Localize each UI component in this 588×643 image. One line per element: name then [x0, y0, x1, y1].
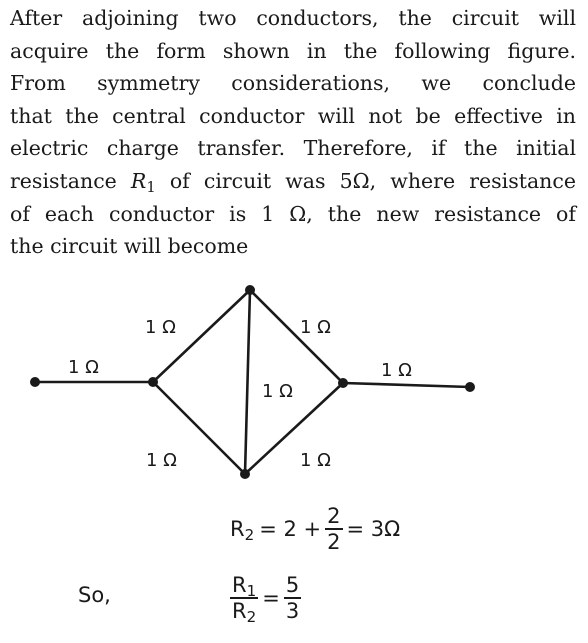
- node-bottom: [240, 469, 250, 479]
- eq2-lhs-fraction: [230, 572, 258, 627]
- paragraph-line-8: the circuit will become: [10, 234, 249, 259]
- label-bottom-left-edge: 1 Ω: [146, 450, 177, 471]
- label-top-left-edge: 1 Ω: [145, 317, 176, 338]
- paragraph-line-3: From symmetry considerations, we conclude: [10, 71, 576, 96]
- eq1-middle: = 2 +: [259, 517, 322, 541]
- eq1-rhs: = 3Ω: [346, 517, 401, 541]
- eq2-num-var: R: [232, 572, 247, 597]
- paragraph-line-7: of each conductor is 1 Ω, the new resistance of: [10, 201, 576, 226]
- terminal-right: [465, 382, 475, 392]
- eq2-num-sub: 1: [246, 582, 257, 601]
- solution-paragraph: [10, 2, 576, 263]
- label-center-edge: 1 Ω: [262, 381, 293, 402]
- label-left-wire: 1 Ω: [68, 357, 99, 378]
- label-top-right-edge: 1 Ω: [300, 317, 331, 338]
- paragraph-line-2: acquire the form shown in the following figure.: [10, 38, 576, 63]
- line6-subscript: 1: [146, 179, 156, 197]
- eq2-lhs-den: [230, 599, 258, 627]
- eq1-frac-den: 2: [327, 530, 341, 554]
- eq1-frac-num: 2: [325, 505, 342, 530]
- terminal-left: [30, 377, 40, 387]
- node-left: [148, 377, 158, 387]
- eq2-den-sub: 2: [246, 608, 257, 627]
- label-bottom-right-edge: 1 Ω: [300, 450, 331, 471]
- eq2-lhs-num: [230, 574, 258, 599]
- paragraph-line-6: [10, 165, 576, 198]
- eq2-rhs-den: 3: [285, 599, 300, 623]
- paragraph-line-5: electric charge transfer. Therefore, if the initial: [10, 136, 576, 161]
- so-label: So,: [78, 583, 111, 607]
- circuit-diagram: [0, 270, 588, 495]
- right-wire: [343, 383, 470, 387]
- eq2-equals: =: [262, 586, 280, 610]
- equation-r2: [230, 503, 401, 554]
- eq2-rhs-num: 5: [284, 574, 301, 599]
- line6-suffix: of circuit was 5Ω, where resistance: [155, 168, 576, 193]
- paragraph-line-4: that the central conductor will not be effective in: [10, 103, 576, 128]
- node-top: [245, 285, 255, 295]
- line6-variable: R: [130, 168, 147, 193]
- eq1-lhs-var: R: [230, 517, 245, 541]
- eq1-lhs-sub: 2: [244, 526, 255, 545]
- paragraph-line-1: After adjoining two conductors, the circuit will: [10, 6, 576, 30]
- label-right-wire: 1 Ω: [381, 360, 412, 381]
- eq2-rhs-fraction: [284, 574, 301, 622]
- eq1-fraction: [325, 505, 342, 553]
- eq1-lhs: [230, 517, 255, 545]
- center-edge: [245, 290, 250, 474]
- equation-ratio: [226, 563, 305, 633]
- node-right: [338, 378, 348, 388]
- line6-prefix: resistance: [10, 168, 131, 193]
- eq2-den-var: R: [232, 599, 247, 623]
